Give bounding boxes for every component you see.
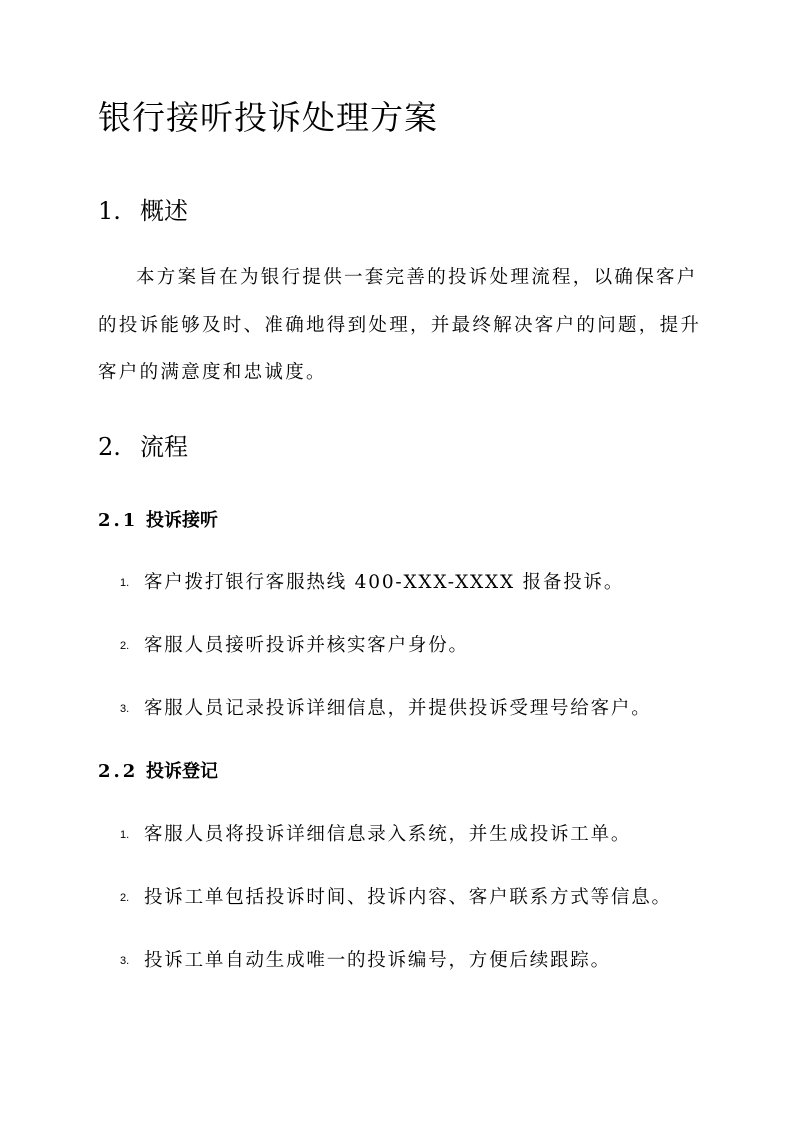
list-item-number: 2.: [120, 640, 130, 652]
list-item-number: 1.: [120, 829, 130, 841]
list-item-number: 3.: [120, 703, 130, 715]
list-item-number: 1.: [120, 577, 130, 589]
subsection-title: 投诉登记: [146, 761, 218, 782]
document-title: 银行接听投诉处理方案: [98, 98, 438, 137]
subsection-heading-complaint-registration: [98, 760, 218, 784]
list-item: [120, 885, 672, 911]
section-heading-overview: [98, 196, 188, 226]
list-item-text: 客户拨打银行客服热线 400-XXX-XXXX 报备投诉。: [144, 572, 625, 593]
list-item-text: 客服人员将投诉详细信息录入系统，并生成投诉工单。: [144, 824, 632, 845]
paragraph-line: 的投诉能够及时、准确地得到处理，并最终解决客户的问题，提升: [98, 314, 702, 336]
list-item-number: 3.: [120, 955, 130, 967]
list-item: [120, 696, 652, 722]
subsection-heading-complaint-intake: [98, 509, 218, 533]
section-title: 概述: [140, 197, 188, 225]
list-item: [120, 633, 469, 659]
list-item: [120, 822, 631, 848]
list-item-text: 客服人员接听投诉并核实客户身份。: [144, 635, 469, 656]
list-item: [120, 570, 624, 596]
paragraph-line: 本方案旨在为银行提供一套完善的投诉处理流程，以确保客户: [136, 267, 698, 288]
list-item-number: 2.: [120, 892, 130, 904]
list-item: [120, 948, 611, 974]
subsection-title: 投诉接听: [146, 510, 218, 531]
subsection-number: 2.1: [98, 510, 139, 531]
list-item-text: 投诉工单自动生成唯一的投诉编号，方便后续跟踪。: [144, 950, 611, 971]
section-number: 1.: [98, 197, 121, 225]
overview-paragraph: [98, 266, 702, 409]
list-item-text: 客服人员记录投诉详细信息，并提供投诉受理号给客户。: [144, 698, 652, 719]
section-heading-process: [98, 432, 188, 462]
list-item-text: 投诉工单包括投诉时间、投诉内容、客户联系方式等信息。: [144, 887, 672, 908]
subsection-number: 2.2: [98, 761, 139, 782]
section-number: 2.: [98, 433, 121, 461]
paragraph-line: 客户的满意度和忠诚度。: [98, 362, 327, 383]
section-title: 流程: [140, 433, 188, 461]
